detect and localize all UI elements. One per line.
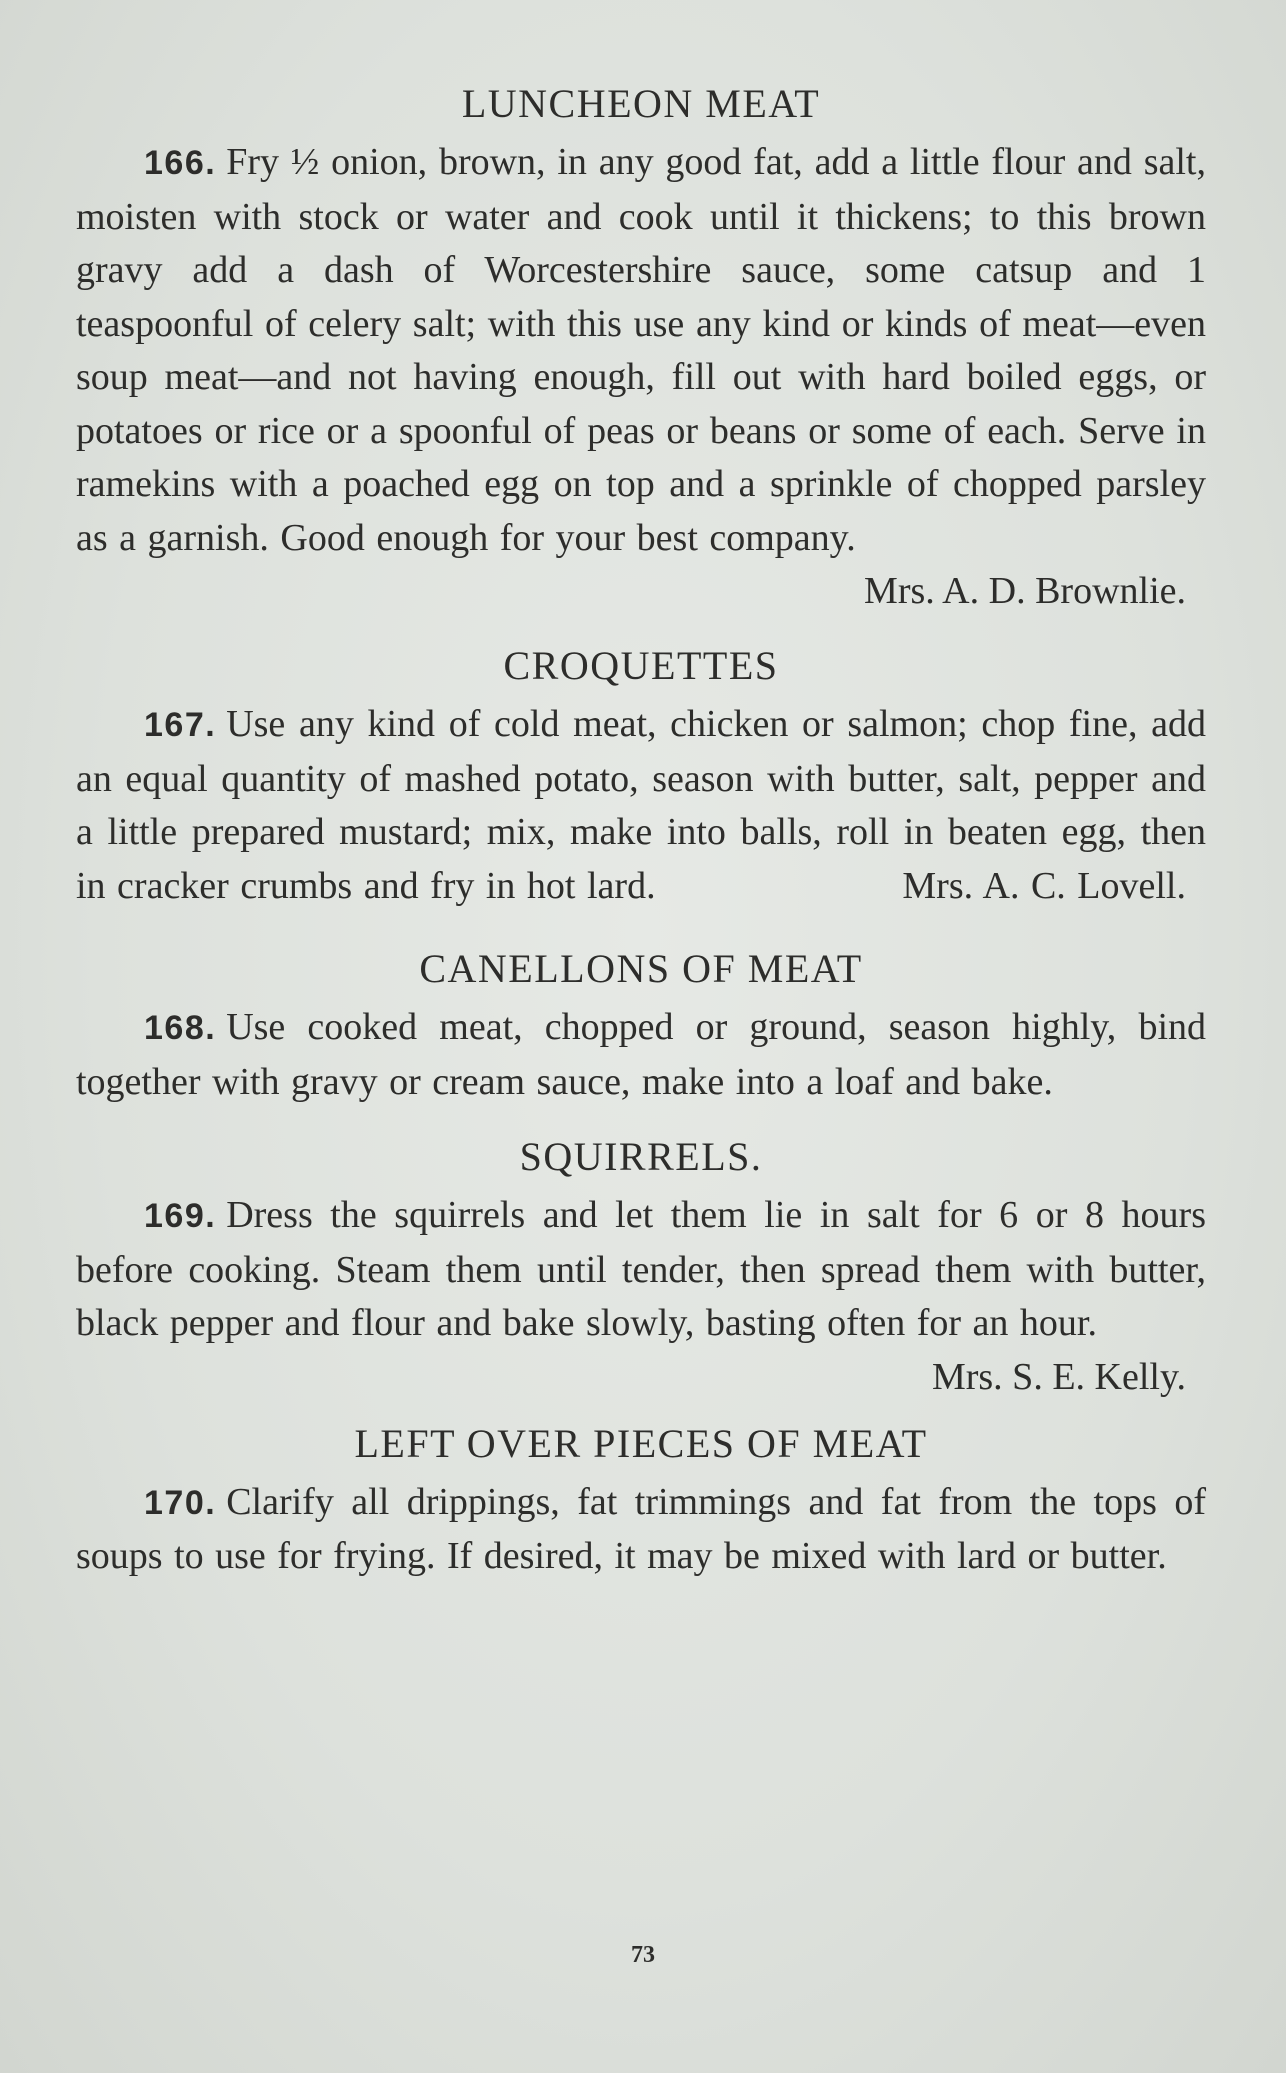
recipe-title: CANELLONS OF MEAT (419, 946, 863, 991)
recipe-text (76, 1189, 1206, 1351)
recipe-number: 167. (144, 706, 217, 744)
recipe-attribution: Mrs. A. D. Brownlie. (864, 570, 1186, 612)
recipe-number: 168. (144, 1009, 217, 1047)
recipe-text (76, 1476, 1206, 1584)
recipe-text (76, 136, 1206, 565)
recipe-number: 170. (144, 1483, 217, 1522)
recipe-attribution: Mrs. A. C. Lovell. (902, 864, 1186, 907)
recipe-title: SQUIRRELS. (519, 1134, 763, 1179)
recipe-instructions: Use any kind of cold meat, chicken or salmon; chop fine, add an equal quantity of mashed potato, season with butter, salt, pepper and a little prepared mustard; mix, make into balls, roll in beaten egg, then in cracker crumbs and fry in hot lard. (76, 703, 1206, 907)
recipe-168 (76, 943, 1206, 1109)
recipe-169 (76, 1131, 1206, 1404)
recipe-167 (76, 640, 1206, 913)
recipe-number: 166. (144, 144, 217, 182)
recipe-text (76, 698, 1206, 913)
recipe-instructions: Fry ½ onion, brown, in any good fat, add a little flour and salt, moisten with stock or water and cook until it thickens; to this brown gravy add a dash of Worcestershire sauce, some catsup and 1 teaspoonful of celery salt; with this use any kind or kinds of meat—even soup meat—and not having enough, fill out with hard boiled eggs, or potatoes or rice or a spoonful of peas or beans or some of each. Serve in ramekins with a poached egg on top and a sprinkle of chopped parsley as a garnish. Good enough for your best company. (76, 141, 1206, 559)
recipe-instructions: Clarify all drippings, fat trimmings and fat from the tops of soups to use for frying. If desired, it may be mixed with lard or butter. (76, 1480, 1206, 1577)
recipe-instructions: Use cooked meat, chopped or ground, season highly, bind together with gravy or cream sauce, make into a loaf and bake. (76, 1006, 1206, 1103)
recipe-166 (76, 78, 1206, 618)
recipe-title: CROQUETTES (503, 643, 779, 688)
recipe-170 (76, 1418, 1206, 1584)
recipe-attribution: Mrs. S. E. Kelly. (931, 1355, 1186, 1398)
recipe-instructions: Dress the squirrels and let them lie in salt for 6 or 8 hours before cooking. Steam them until tender, then spread them with butter, black pepper and flour and bake slowly, basting often for an hour. (76, 1194, 1206, 1344)
page-number: 73 (631, 1942, 655, 1968)
recipe-title: LEFT OVER PIECES OF MEAT (354, 1420, 928, 1466)
recipe-number: 169. (144, 1197, 217, 1235)
recipe-text (76, 1001, 1206, 1109)
recipe-title: LUNCHEON MEAT (461, 81, 821, 126)
